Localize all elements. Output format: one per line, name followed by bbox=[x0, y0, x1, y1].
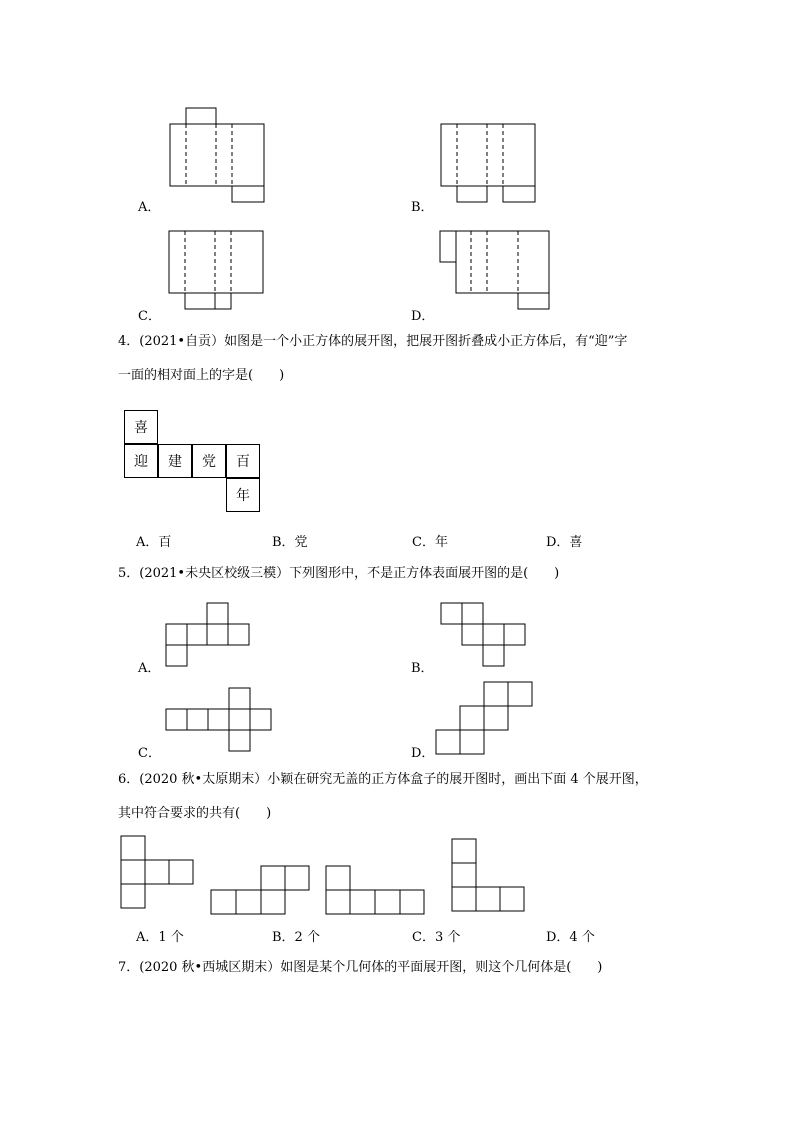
net-cell-3: 党 bbox=[192, 444, 226, 478]
q3-option-b[interactable]: B． bbox=[411, 200, 434, 215]
q5-option-d[interactable]: D． bbox=[411, 746, 435, 761]
q5-option-b[interactable]: B． bbox=[411, 661, 434, 676]
net-cell-top: 喜 bbox=[124, 410, 158, 444]
q6-net-2 bbox=[211, 866, 309, 914]
q4-option-b[interactable]: B．党 bbox=[272, 535, 308, 550]
q4-text-line2: 一面的相对面上的字是( ) bbox=[118, 368, 285, 383]
q3-option-a[interactable]: A． bbox=[138, 200, 161, 215]
q4-option-c[interactable]: C．年 bbox=[412, 535, 448, 550]
q6-option-a[interactable]: A．1 个 bbox=[136, 930, 184, 945]
q4-text-line1: 4．(2021•自贡）如图是一个小正方体的展开图，把展开图折叠成小正方体后，有“迎”字 bbox=[118, 334, 628, 349]
q4-option-d[interactable]: D．喜 bbox=[546, 535, 583, 550]
q5-option-c[interactable]: C． bbox=[138, 746, 161, 761]
q6-net-1 bbox=[121, 836, 193, 908]
q4-option-a[interactable]: A．百 bbox=[136, 535, 172, 550]
q5-text: 5．(2021•未央区校级三模）下列图形中，不是正方体表面展开图的是( ) bbox=[118, 566, 560, 581]
q6-option-c[interactable]: C．3 个 bbox=[412, 930, 461, 945]
q7-text: 7．(2020 秋•西城区期末）如图是某个几何体的平面展开图，则这个几何体是( ) bbox=[118, 960, 603, 975]
net-cell-4: 百 bbox=[226, 444, 260, 478]
q6-net-4 bbox=[452, 839, 524, 911]
net-cell-1: 迎 bbox=[124, 444, 158, 478]
q3-option-d[interactable]: D． bbox=[411, 309, 435, 324]
q3-option-c[interactable]: C． bbox=[138, 309, 161, 324]
net-cell-2: 建 bbox=[158, 444, 192, 478]
q6-text-line1: 6．(2020 秋•太原期末）小颖在研究无盖的正方体盒子的展开图时，画出下面 4 个展开图， bbox=[118, 772, 648, 787]
q5-option-a[interactable]: A． bbox=[138, 661, 161, 676]
q6-text-line2: 其中符合要求的共有( ) bbox=[118, 806, 272, 821]
q6-option-d[interactable]: D．4 个 bbox=[546, 930, 595, 945]
net-cell-bottom: 年 bbox=[226, 478, 260, 512]
q6-net-3 bbox=[326, 866, 424, 914]
q6-option-b[interactable]: B．2 个 bbox=[272, 930, 320, 945]
